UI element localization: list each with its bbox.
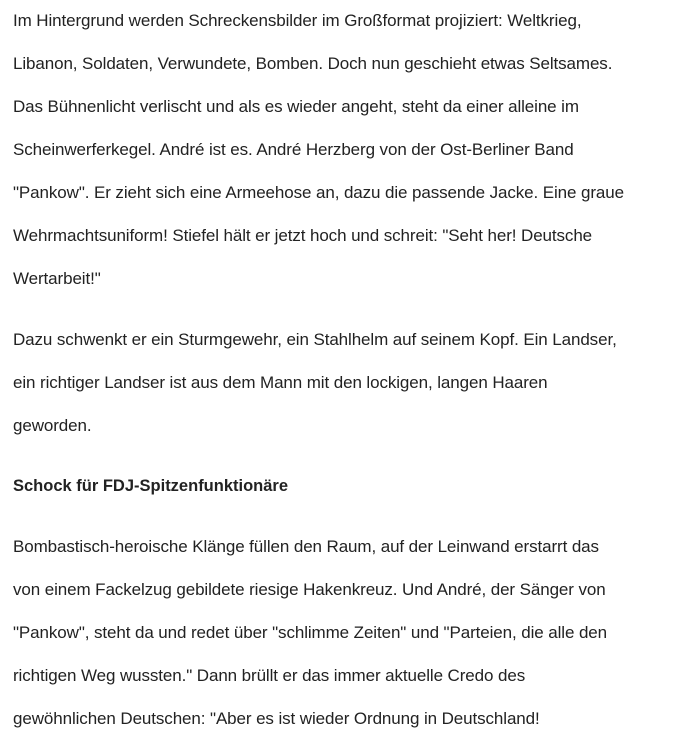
- text-line: von einem Fackelzug gebildete riesige Hakenkreuz. Und André, der Sänger von: [13, 580, 606, 599]
- text-line: Wehrmachtsuniform! Stiefel hält er jetzt hoch und schreit: "Seht her! Deutsche: [13, 226, 593, 245]
- section-heading: Schock für FDJ-Spitzenfunktionäre: [13, 477, 289, 495]
- text-line: Libanon, Soldaten, Verwundete, Bomben. Doch nun geschieht etwas Seltsames.: [13, 54, 613, 73]
- text-line: "Pankow". Er zieht sich eine Armeehose an, dazu die passende Jacke. Eine graue: [13, 183, 624, 202]
- article-paragraph-2: [13, 318, 617, 447]
- text-line: Im Hintergrund werden Schreckensbilder im Großformat projiziert: Weltkrieg,: [13, 11, 582, 30]
- text-line: richtigen Weg wussten." Dann brüllt er das immer aktuelle Credo des: [13, 666, 526, 685]
- text-line: Wertarbeit!": [13, 269, 101, 288]
- text-line: geworden.: [13, 416, 92, 435]
- article-paragraph-1: [13, 0, 624, 300]
- text-line: "Pankow", steht da und redet über "schlimme Zeiten" und "Parteien, die alle den: [13, 623, 608, 642]
- text-line: gewöhnlichen Deutschen: "Aber es ist wieder Ordnung in Deutschland!: [13, 709, 540, 728]
- text-line: Scheinwerferkegel. André ist es. André Herzberg von der Ost-Berliner Band: [13, 140, 574, 159]
- text-line: Das Bühnenlicht verlischt und als es wieder angeht, steht da einer alleine im: [13, 97, 579, 116]
- article-paragraph-3: [13, 525, 607, 740]
- text-line: Bombastisch-heroische Klänge füllen den Raum, auf der Leinwand erstarrt das: [13, 537, 599, 556]
- text-line: ein richtiger Landser ist aus dem Mann mit den lockigen, langen Haaren: [13, 373, 548, 392]
- text-line: Dazu schwenkt er ein Sturmgewehr, ein Stahlhelm auf seinem Kopf. Ein Landser,: [13, 330, 617, 349]
